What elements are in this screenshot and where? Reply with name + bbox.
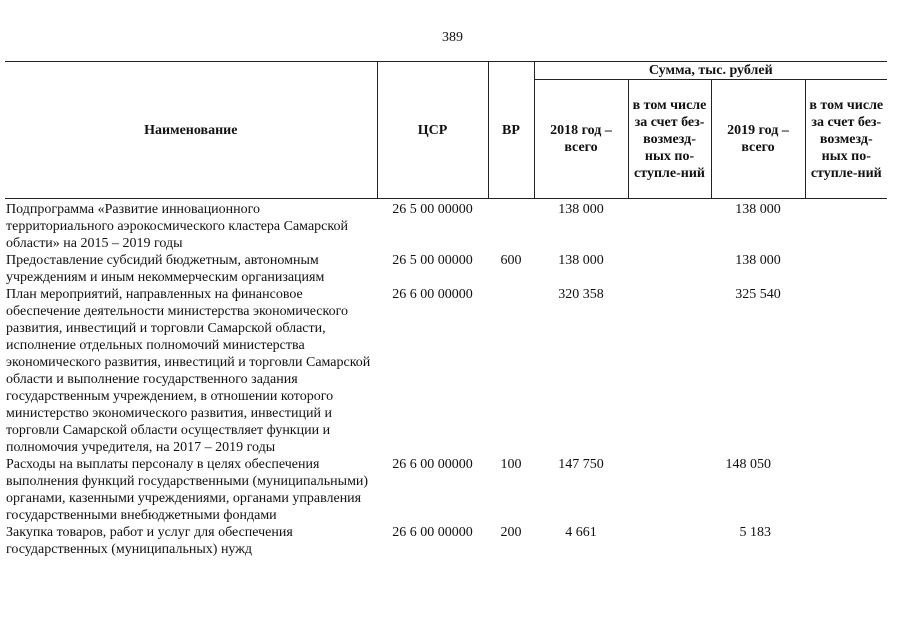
row-name: Закупка товаров, работ и услуг для обеспечения государственных (муниципальных) нужд (6, 525, 293, 557)
row-2019-grants (805, 252, 887, 286)
row-2018-grants (628, 286, 711, 456)
row-2018-grants (628, 199, 711, 253)
table-row (5, 286, 887, 456)
row-2019-total: 148 050 (725, 457, 771, 472)
row-name: Предоставление субсидий бюджетным, автономным учреждениям и иным некоммерческим организациям (6, 253, 325, 285)
row-csr: 26 6 00 00000 (392, 525, 473, 540)
header-csr: ЦСР (377, 62, 488, 199)
row-2019-total: 325 540 (735, 287, 781, 302)
row-vr (488, 199, 534, 253)
row-2018-total: 147 750 (558, 457, 604, 472)
row-csr: 26 6 00 00000 (392, 287, 473, 302)
row-2018-grants (628, 524, 711, 558)
row-name: План мероприятий, направленных на финансовое обеспечение деятельности министерства экономического развития, инвестиций и торговли Самарской области, исполнение отдельных полномочий министерства экономического развития, инвестиций и торговли Самарской области и выполнение государственного задания государственным учреждением, в отношении которого министерство экономического развития, инвестиций и торговли Самарской области осуществляет функции и полномочия учредителя, на 2017 – 2019 годы (6, 287, 371, 455)
row-2019-total: 5 183 (739, 525, 771, 540)
row-2018-total: 138 000 (558, 202, 604, 217)
row-name: Подпрограмма «Развитие инновационного территориального аэрокосмического кластера Самарской области» на 2015 – 2019 годы (6, 202, 348, 251)
table-row (5, 456, 887, 524)
header-2018-total: 2018 год – всего (534, 80, 628, 199)
row-2018-total: 4 661 (565, 525, 597, 540)
table-row (5, 199, 887, 253)
table-row (5, 252, 887, 286)
row-csr: 26 5 00 00000 (392, 253, 473, 268)
header-2018-grants: в том числе за счет без-возмезд-ных по-ступле-ний (628, 80, 711, 199)
table-row (5, 524, 887, 558)
row-vr: 200 (500, 525, 522, 540)
row-2019-grants (805, 286, 887, 456)
page-number: 389 (442, 30, 463, 45)
row-csr: 26 5 00 00000 (392, 202, 473, 217)
row-vr: 100 (500, 457, 522, 472)
budget-table (5, 61, 887, 558)
row-2018-grants (628, 456, 711, 524)
header-2019-total: 2019 год – всего (711, 80, 805, 199)
row-2018-grants (628, 252, 711, 286)
row-2019-grants (805, 524, 887, 558)
header-2019-grants: в том числе за счет без-возмезд-ных по-ступле-ний (805, 80, 887, 199)
header-sum-group: Сумма, тыс. рублей (534, 62, 887, 80)
row-vr: 600 (500, 253, 522, 268)
row-2019-total: 138 000 (735, 202, 781, 217)
header-name: Наименование (5, 62, 377, 199)
header-vr: ВР (488, 62, 534, 199)
row-2019-grants (805, 456, 887, 524)
row-2019-grants (805, 199, 887, 253)
row-csr: 26 6 00 00000 (392, 457, 473, 472)
row-2019-total: 138 000 (735, 253, 781, 268)
row-name: Расходы на выплаты персоналу в целях обеспечения выполнения функций государственными (муниципальными) органами, казенными учреждениями, органами управления государственными внебюджетными фондами (6, 457, 369, 523)
row-2018-total: 320 358 (558, 287, 604, 302)
row-vr (488, 286, 534, 456)
row-2018-total: 138 000 (558, 253, 604, 268)
